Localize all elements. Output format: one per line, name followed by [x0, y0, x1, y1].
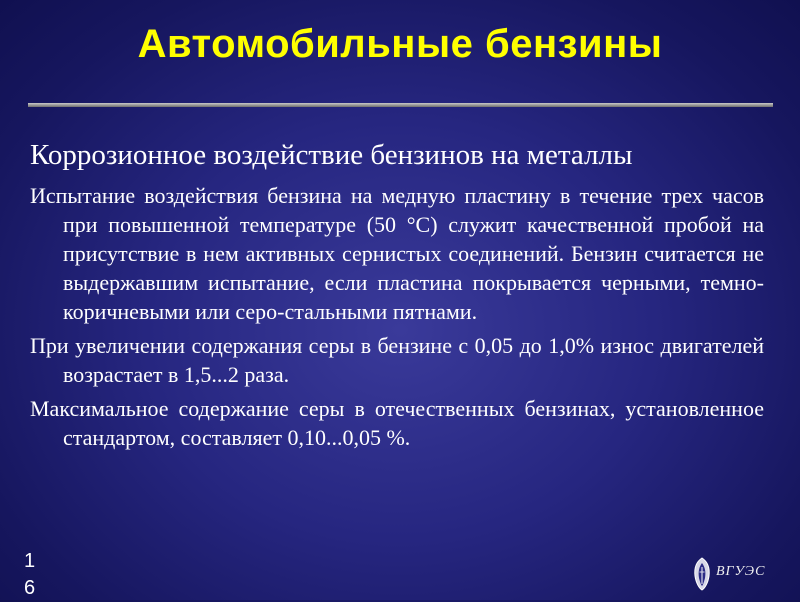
title-divider: [28, 103, 773, 107]
slide-heading: Коррозионное воздействие бензинов на металлы: [30, 139, 633, 171]
body-paragraph-3: Максимальное содержание серы в отечественных бензинах, установленное стандартом, составляет 0,10...0,05 %.: [30, 396, 764, 450]
logo-emblem-icon: [690, 556, 714, 592]
slide-body: [30, 138, 764, 457]
body-paragraph-2: При увеличении содержания серы в бензине с 0,05 до 1,0% износ двигателей возрастает в 1,5...2 раза.: [30, 333, 764, 387]
slide-title: Автомобильные бензины: [137, 22, 663, 66]
logo-text: ВГУЭС: [716, 564, 766, 579]
university-logo: [690, 556, 780, 592]
slide-number: 16: [24, 550, 36, 599]
body-paragraph-1: Испытание воздействия бензина на медную пластину в течение трех часов при повышенной температуре (50 °С) служит качественной пробой на присутствие в нем активных сернистых соединений. Бензин считается не выдержавшим испытание, если пластина покрывается черными, темно-коричневыми или серо-стальными пятнами.: [30, 183, 764, 324]
